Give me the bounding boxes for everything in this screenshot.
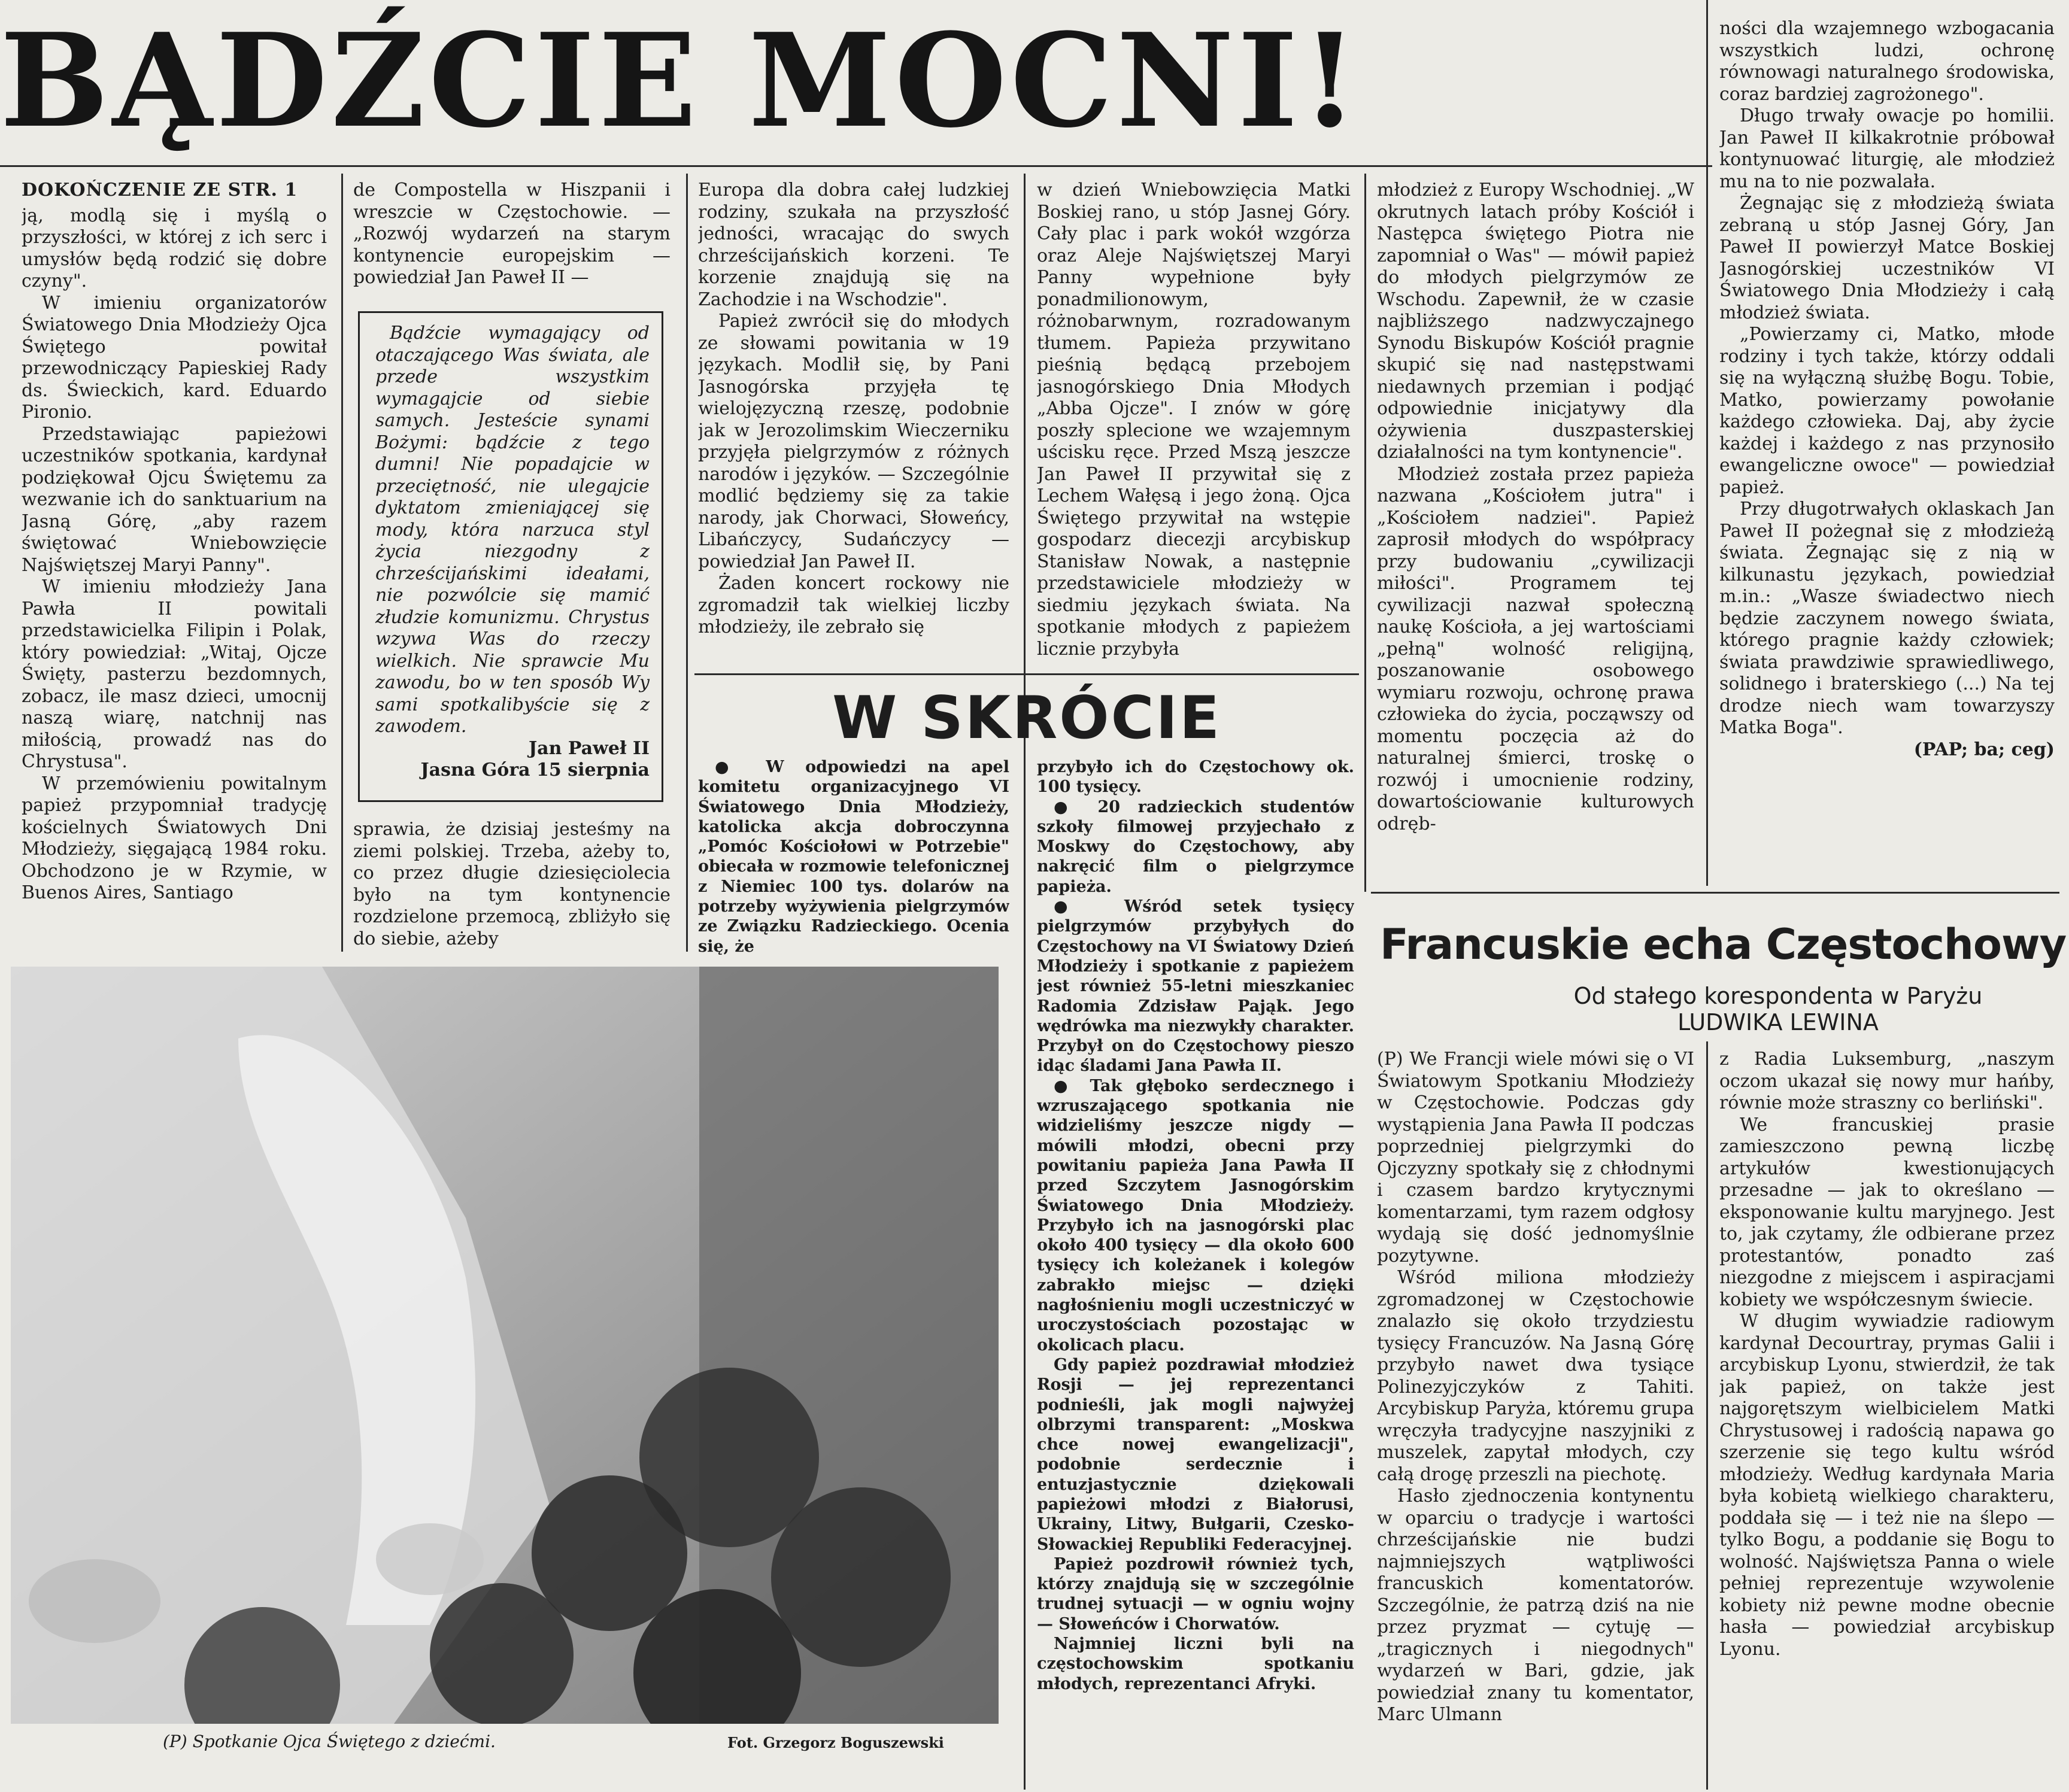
news-item: ● Tak głęboko serdecznego i wzruszającego spotkania nie widzieliśmy jeszcze nigdy — mówili młodzi, obecni przy powitaniu papieża Jana Pawła II przed Szczytem Jasnogórskim Światowego Dnia Młodzieży. Przybyło ich na jasnogórski plac około 400 tysięcy — dla około 600 tysięcy ich koleżanek i kolegów zabrakło miejsc — dzięki nagłośnieniu mogli uczestniczyć w uroczystościach pozostając w okolicach placu. bbox=[1037, 1076, 1354, 1355]
paragraph: z Radia Luksemburg, „naszym oczom ukazał się nowy mur hańby, równie może straszny co berliński". bbox=[1719, 1049, 2055, 1113]
w-skrocie-column-1 bbox=[698, 757, 1009, 955]
paragraph: W imieniu młodzieży Jana Pawła II powitali przedstawicielka Filipin i Polak, który powiedział: „Witaj, Ojcze Święty, pasterzu bezdomnych, zobacz, ile masz dzieci, umocnij naszą wiarę, natchnij nas miłością, prowadź nas do Chrystusa". bbox=[22, 576, 327, 772]
paragraph: Żegnając się z młodzieżą świata zebraną u stóp Jasnej Góry, Jan Paweł II powierzył Matce Boskiej Jasnogórskiej uczestników VI Światowego Dnia Młodzieży i całą młodzież świata. bbox=[1719, 193, 2055, 323]
article-column-4 bbox=[1037, 180, 1351, 670]
paragraph: Hasło zjednoczenia kontynentu w oparciu o tradycje i wartości chrześcijańskie nie budzi najmniejszych wątpliwości francuskich komentatorów. Szczególnie, że patrzą dziś na nie przez pryzmat — cytuję — „tragicznych i niegodnych" wydarzeń w Bari, gdzie, jak powiedział znany tu komentator, Marc Ulmann bbox=[1377, 1486, 1694, 1725]
photo-pope-with-children bbox=[11, 967, 999, 1724]
photo-illustration bbox=[11, 967, 999, 1724]
news-item: przybyło ich do Częstochowy ok. 100 tysięcy. bbox=[1037, 758, 1354, 797]
francuskie-echa-title: Francuskie echa Częstochowy bbox=[1380, 920, 2067, 969]
paragraph: de Compostella w Hiszpanii i wreszcie w Częstochowie. — „Rozwój wydarzeń na starym kontynencie europejskim — powiedział Jan Paweł II — bbox=[353, 180, 671, 288]
headline-rule bbox=[0, 165, 1712, 167]
paragraph: W długim wywiadzie radiowym kardynał Decourtray, prymas Galii i arcybiskup Lyonu, stwierdził, że tak jak papież, on także jest najgorętszym wielbicielem Matki Chrystusowej i radością napawa go szerzenie się tego kultu wśród młodzieży. Według kardynała Maria była kobietą wielkiego charakteru, poddała się — i też nie na ślepo — tylko Bogu, a poddanie się Bogu to wolność. Najświętsza Panna o wiele pełniej reprezentuje wzywolenie kobiety niż pewne modne obecnie hasła — powiedział arcybiskup Lyonu. bbox=[1719, 1311, 2055, 1660]
article-column-2 bbox=[353, 180, 671, 323]
paragraph: (P) We Francji wiele mówi się o VI Światowym Spotkaniu Młodzieży w Częstochowie. Podczas gdy wystąpienia Jana Pawła II podczas poprzedniej pielgrzymki do Ojczyzny spotkały się z chłodnymi i czasem bardzo krytycznymi komentarzami, tym razem odgłosy wydają się dość jednomyślnie pozytywne. bbox=[1377, 1049, 1694, 1266]
news-item: Gdy papież pozdrawiał młodzież Rosji — jej reprezentanci podnieśli, jak mogli najwyżej olbrzymi transparent: „Moskwa chce nowej ewangelizacji", podobnie serdecznie i entuzjastycznie dziękowali papieżowi młodzi z Białorusi, Ukrainy, Litwy, Bułgarii, Czesko-Słowackiej Republiki Federacyjnej. bbox=[1037, 1355, 1354, 1554]
article-column-2-bottom bbox=[353, 819, 671, 950]
francuskie-column-2 bbox=[1719, 1049, 2055, 1790]
headline: BĄDŹCIE MOCNI! bbox=[0, 5, 1362, 156]
paragraph: Długo trwały owacje po homilii. Jan Paweł II kilkakrotnie próbował kontynuować liturgię, ale młodzież mu na to nie pozwalała. bbox=[1719, 105, 2055, 192]
paragraph: Młodzież została przez papieża nazwana „Kościołem jutra" i „Kościołem nadziei". Papież zaprosił młodych do współpracy przy budowaniu „cywilizacji miłości". Programem tej cywilizacji nazwał społeczną naukę Kościoła, a jej wartościami „pełną" wolność religijną, poszanowanie osobowego wymiaru rozwoju, ochronę prawa człowieka do życia, począwszy od momentu poczęcia aż do naturalnej śmierci, troskę o rozwój i umocnienie rodziny, dowartościowanie kulturowych odręb- bbox=[1377, 463, 1694, 834]
section-rule bbox=[694, 673, 1359, 675]
paragraph: Żaden koncert rockowy nie zgromadził tak wielkiej liczby młodzieży, ile zebrało się bbox=[698, 573, 1009, 637]
article-column-3 bbox=[698, 180, 1009, 670]
quote-place-date: Jasna Góra 15 sierpnia bbox=[420, 760, 650, 780]
article-column-5 bbox=[1377, 180, 1694, 886]
paragraph: Przy długotrwałych oklaskach Jan Paweł II pożegnał się z młodzieżą świata. Żegnając się z nią w kilkunastu językach, powiedział m.in.: „Wasze świadectwo niech będzie zaczynem nowego świata, którego pragnie każdy człowiek; świata prawdziwie sprawiedliwego, solidnego i braterskiego (...) Na tej drodze niech wam towarzyszy Matka Boga". bbox=[1719, 499, 2055, 738]
column-divider bbox=[1706, 0, 1708, 886]
news-item: ● Wśród setek tysięcy pielgrzymów przybyłych do Częstochowy na VI Światowy Dzień Młodzieży i spotkanie z papieżem jest również 55-letni mieszkaniec Radomia Zdzisław Pająk. Jego wędrówka ma niezwykły charakter. Przybył on do Częstochowy pieszo idąc śladami Jana Pawła II. bbox=[1037, 897, 1354, 1076]
paragraph: ją, modlą się i myślą o przyszłości, w której z ich serc i umysłów będą rodzić się dobre czyny". bbox=[22, 205, 327, 291]
article-column-6 bbox=[1719, 18, 2055, 883]
paragraph: W imieniu organizatorów Światowego Dnia Młodzieży Ojca Świętego powitał przewodniczący Papieskiej Rady ds. Świeckich, kard. Eduardo Pironio. bbox=[22, 292, 327, 423]
paragraph: młodzież z Europy Wschodniej. „W okrutnych latach próby Kościół i Następca świętego Piotra nie zapomniał o Was" — mówił papież do młodych pielgrzymów ze Wschodu. Zapewnił, że w czasie najbliższego nadzwyczajnego Synodu Biskupów Kościół pragnie skupić się nad następstwami niedawnych przemian i podjąć odpowiednie inicjatywy dla ożywienia duszpasterskiej działalności na tym kontynencie". bbox=[1377, 180, 1694, 463]
w-skrocie-title: W SKRÓCIE bbox=[832, 684, 1221, 752]
pope-quote-box bbox=[358, 311, 663, 802]
news-item: ● W odpowiedzi na apel komitetu organizacyjnego VI Światowego Dnia Młodzieży, katolicka akcja dobroczynna „Pomóc Kościołowi w Potrzebie" obiecała w rozmowie telefonicznej z Niemiec 100 tys. dolarów na potrzeby wyżywienia pielgrzymów ze Związku Radzieckiego. Ocenia się, że bbox=[698, 757, 1009, 955]
column-divider bbox=[1706, 1041, 1708, 1790]
continuation-kicker: DOKOŃCZENIE ZE STR. 1 bbox=[22, 180, 298, 201]
paragraph: Wśród miliona młodzieży zgromadzonej w Częstochowie znalazło się około trzydziestu tysięcy Francuzów. Na Jasną Górę przybyło nawet dwa tysiące Polinezyjczyków z Tahiti. Arcybiskup Paryża, któremu grupa wręczyła tradycyjne naszyjniki z muszelek, zapytał młodych, czy całą drogę przeszli na piechotę. bbox=[1377, 1267, 1694, 1485]
paragraph: w dzień Wniebowzięcia Matki Boskiej rano, u stóp Jasnej Góry. Cały plac i park wokół wzgórza oraz Aleje Najświętszej Maryi Panny wypełnione były ponadmilionowym, różnobarwnym, rozradowanym tłumem. Papieża przywitano pieśnią będącą przebojem jasnogórskiego Dnia Młodych „Abba Ojcze". I znów w górę poszły splecione we wzajemnym uścisku ręce. Przed Mszą jeszcze Jan Paweł II przywitał się z Lechem Wałęsą i jego żoną. Ojca Świętego przywitał na wstępie gospodarz diecezji arcybiskup Stanisław Nowak, a następnie przedstawiciele młodzieży w siedmiu językach świata. Na spotkanie młodych z papieżem licznie przybyła bbox=[1037, 180, 1351, 660]
paragraph: Europa dla dobra całej ludzkiej rodziny, szukała na przyszłość jedności, wracając do swych chrześcijańskich korzeni. Te korzenie znajdują się na Zachodzie i na Wschodzie". bbox=[698, 180, 1009, 310]
column-divider bbox=[1364, 174, 1366, 892]
quote-text: Bądźcie wymagający od otaczającego Was świata, ale przede wszystkim wymagajcie od siebie samych. Jesteście synami Bożymi: bądźcie z tego dumni! Nie popadajcie w przeciętność, nie ulegajcie dyktatom zmieniającej się mody, która narzuca styl życia niezgodny z chrześcijańskimi ideałami, nie pozwólcie się mamić złudzie komunizmu. Chrystus wzywa Was do rzeczy wielkich. Nie sprawcie Mu zawodu, bo w ten sposób Wy sami spotkalibyście się z zawodem. bbox=[375, 323, 650, 737]
francuskie-column-1 bbox=[1377, 1049, 1694, 1790]
agency-credit: (PAP; ba; ceg) bbox=[1913, 739, 2055, 760]
news-item: Najmniej liczni byli na częstochowskim spotkaniu młodych, reprezentanci Afryki. bbox=[1037, 1635, 1354, 1693]
column-divider bbox=[341, 174, 343, 952]
news-item: ● 20 radzieckich studentów szkoły filmowej przyjechało z Moskwy do Częstochowy, aby nakręcić film o pielgrzymce papieża. bbox=[1037, 797, 1354, 897]
photo-caption: (P) Spotkanie Ojca Świętego z dziećmi. bbox=[163, 1732, 496, 1751]
correspondent-line: Od stałego korespondenta w Paryżu bbox=[1573, 983, 1983, 1009]
paragraph: Papież zwrócił się do młodych ze słowami powitania w 19 językach. Modlił się, by Pani Jasnogórska przyjęła tę wielojęzyczną rzeszę, podobnie jak w Jerozolimskim Wieczerniku przyjęła pielgrzymów z różnych narodów i języków. — Szczególnie modlić będziemy się za takie narody, jak Chorwaci, Słoweńcy, Libańczycy, Sudańczycy — powiedział Jan Paweł II. bbox=[698, 311, 1009, 572]
section-rule bbox=[1371, 892, 2059, 894]
quote-signature: Jan Paweł II bbox=[528, 737, 650, 759]
author-name: LUDWIKA LEWINA bbox=[1677, 1009, 1879, 1035]
column-divider bbox=[1024, 174, 1026, 1790]
paragraph: „Powierzamy ci, Matko, młode rodziny i tych także, którzy oddali się na wyłączną służbę Bogu. Tobie, Matko, powierzamy powołanie każdego człowieka. Daj, aby życie każdej i każdego z nas przynosiło ewangeliczne owoce" — powiedział papież. bbox=[1719, 324, 2055, 498]
paragraph: sprawia, że dzisiaj jesteśmy na ziemi polskiej. Trzeba, ażeby to, co przez długie dziesięciolecia było na tym kontynencie rozdzielone przemocą, zbliżyło się do siebie, ażeby bbox=[353, 819, 671, 949]
w-skrocie-column-2 bbox=[1037, 757, 1354, 1790]
photo-credit: Fot. Grzegorz Boguszewski bbox=[727, 1734, 944, 1751]
news-item: Papież pozdrowił również tych, którzy znajdują się w szczególnie trudnej sytuacji — w ogniu wojny — Słoweńców i Chorwatów. bbox=[1037, 1554, 1354, 1633]
paragraph: ności dla wzajemnego wzbogacania wszystkich ludzi, ochronę równowagi naturalnego środowiska, coraz bardziej zagrożonego". bbox=[1719, 18, 2055, 105]
paragraph: W przemówieniu powitalnym papież przypomniał tradycję kościelnych Światowych Dni Młodzieży, sięgającą 1984 roku. Obchodzono je w Rzymie, w Buenos Aires, Santiago bbox=[22, 773, 327, 903]
paragraph: Przedstawiając papieżowi uczestników spotkania, kardynał podziękował Ojcu Świętemu za wezwanie ich do sanktuarium na Jasną Górę, „aby razem świętować Wniebowzięcie Najświętszej Maryi Panny". bbox=[22, 423, 327, 576]
paragraph: We francuskiej prasie zamieszczono pewną liczbę artykułów kwestionujących przesadne — jak to określano — eksponowanie kultu maryjnego. Jest to, jak czytamy, źle odbierane przez protestantów, ponadto zaś niezgodne z miejscem i aspiracjami kobiety we współczesnym świecie. bbox=[1719, 1114, 2055, 1310]
column-divider bbox=[686, 174, 688, 952]
article-column-1 bbox=[22, 180, 327, 952]
